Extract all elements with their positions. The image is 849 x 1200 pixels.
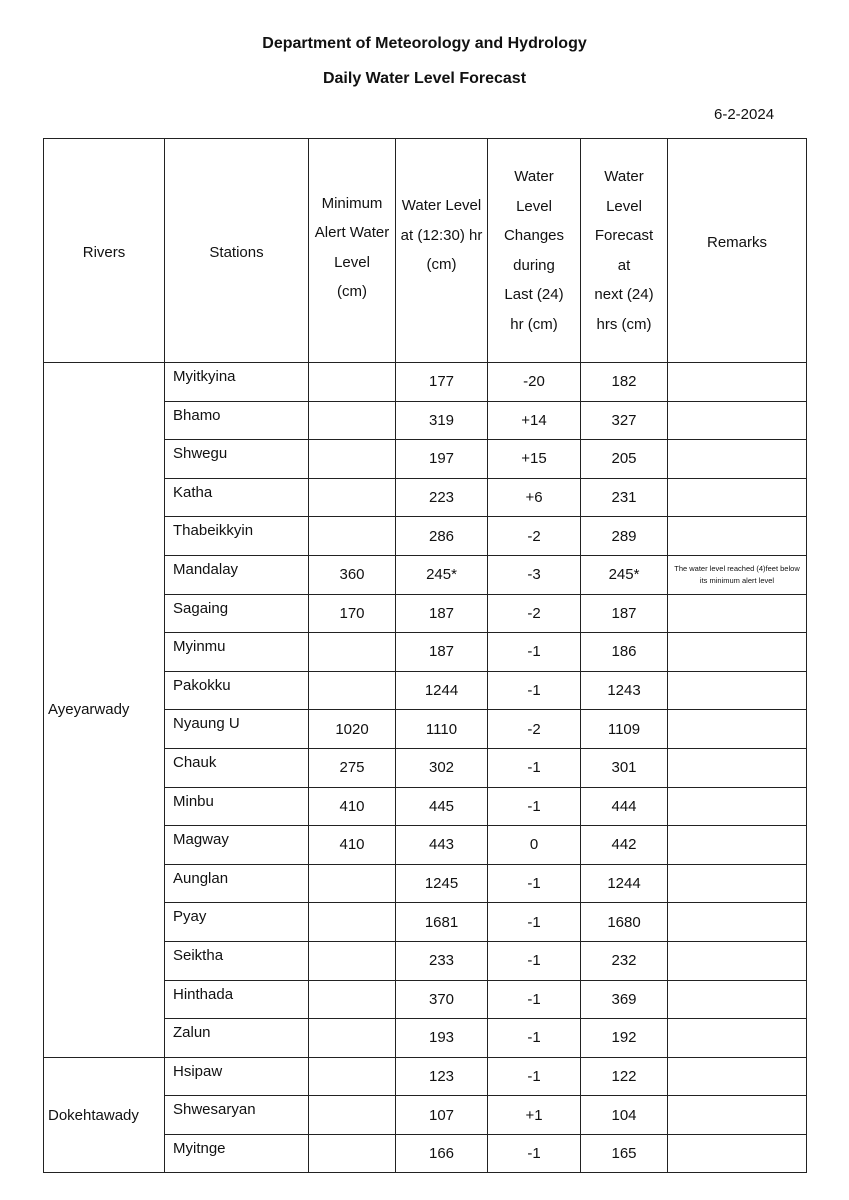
remark [668,440,807,479]
station-name: Hsipaw [165,1057,309,1096]
header-line: at [617,256,631,274]
level-change: -1 [488,980,581,1019]
station-name: Nyaung U [165,710,309,749]
water-level: 177 [396,363,488,402]
station-name: Thabeikkyin [165,517,309,556]
forecast-level: 1243 [581,671,668,710]
level-change: -1 [488,864,581,903]
level-change: -2 [488,710,581,749]
min-alert-level [309,980,396,1019]
min-alert-level [309,363,396,402]
remark [668,980,807,1019]
remark [668,633,807,672]
remark [668,1096,807,1135]
water-level: 1110 [396,710,488,749]
level-change: -1 [488,941,581,980]
header-line: Water [604,168,644,185]
forecast-level: 182 [581,363,668,402]
station-name: Hinthada [165,980,309,1019]
water-level: 370 [396,980,488,1019]
header-line: Water [514,168,554,185]
header-line: at (12:30) hr [400,226,483,244]
water-level: 302 [396,748,488,787]
water-level: 107 [396,1096,488,1135]
station-name: Chauk [165,748,309,787]
remark [668,787,807,826]
level-change: +1 [488,1096,581,1135]
water-level: 1244 [396,671,488,710]
level-change: 0 [488,826,581,865]
min-alert-level [309,1134,396,1173]
header-line: Water Level [401,197,482,215]
level-change: -20 [488,363,581,402]
remark [668,903,807,942]
level-change: +6 [488,478,581,517]
remark [668,594,807,633]
water-level: 166 [396,1134,488,1173]
water-level: 223 [396,478,488,517]
station-name: Katha [165,478,309,517]
forecast-level: 1109 [581,710,668,749]
level-change: -1 [488,1019,581,1058]
station-name: Pakokku [165,671,309,710]
header-line: hr (cm) [510,315,558,333]
min-alert-level [309,941,396,980]
station-name: Sagaing [165,594,309,633]
level-change: +15 [488,440,581,479]
min-alert-level [309,903,396,942]
remark [668,401,807,440]
station-name: Seiktha [165,941,309,980]
min-alert-level [309,517,396,556]
station-name: Magway [165,826,309,865]
water-level: 233 [396,941,488,980]
level-change: -1 [488,671,581,710]
remark [668,363,807,402]
water-level-table [43,138,807,1173]
col-header-remarks: Remarks [668,139,807,363]
station-name: Mandalay [165,555,309,594]
forecast-level: 1680 [581,903,668,942]
remark [668,1057,807,1096]
min-alert-level [309,1096,396,1135]
level-change: -2 [488,594,581,633]
department-title: Department of Meteorology and Hydrology [262,35,587,52]
station-name: Myitkyina [165,363,309,402]
remark [668,710,807,749]
min-alert-level: 1020 [309,710,396,749]
header-line: hrs (cm) [596,315,652,333]
remark [668,478,807,517]
min-alert-level [309,1057,396,1096]
level-change: -1 [488,787,581,826]
forecast-level: 301 [581,748,668,787]
water-level: 123 [396,1057,488,1096]
table-row [44,363,807,402]
station-name: Myinmu [165,633,309,672]
water-level: 193 [396,1019,488,1058]
min-alert-level [309,864,396,903]
level-change: -1 [488,903,581,942]
remark [668,826,807,865]
min-alert-level: 410 [309,826,396,865]
report-date: 6-2-2024 [714,106,775,123]
col-header-changes [488,139,581,363]
water-level: 1681 [396,903,488,942]
forecast-level: 187 [581,594,668,633]
water-level: 1245 [396,864,488,903]
forecast-level: 442 [581,826,668,865]
header-line: next (24) [594,286,654,303]
table-row [44,1057,807,1096]
forecast-level: 1244 [581,864,668,903]
station-name: Myitnge [165,1134,309,1173]
min-alert-level [309,440,396,479]
col-header-water-level [396,139,488,363]
water-level: 443 [396,826,488,865]
station-name: Bhamo [165,401,309,440]
forecast-level: 192 [581,1019,668,1058]
col-header-stations: Stations [165,139,309,363]
forecast-level: 232 [581,941,668,980]
header-line: Forecast [594,227,654,244]
min-alert-level: 170 [309,594,396,633]
col-header-forecast [581,139,668,363]
min-alert-level [309,671,396,710]
level-change: -1 [488,748,581,787]
min-alert-level [309,478,396,517]
remark [668,517,807,556]
min-alert-level [309,1019,396,1058]
forecast-level: 205 [581,440,668,479]
forecast-level: 245* [581,555,668,594]
water-level: 187 [396,594,488,633]
header-line: Level [334,253,370,271]
remark [668,1134,807,1173]
remark: The water level reached (4)feet below its minimum alert level [668,555,807,594]
water-level: 286 [396,517,488,556]
min-alert-level: 410 [309,787,396,826]
header-line: Minimum [321,194,383,212]
forecast-level: 444 [581,787,668,826]
col-header-min-alert [309,139,396,363]
water-level: 197 [396,440,488,479]
header-line: Last (24) [504,286,564,303]
header-line: during [513,256,555,274]
header-line: (cm) [426,256,457,274]
min-alert-level [309,401,396,440]
forecast-level: 104 [581,1096,668,1135]
remark [668,671,807,710]
col-header-rivers: Rivers [44,139,165,363]
water-level: 445 [396,787,488,826]
min-alert-level [309,633,396,672]
header-line: Changes [503,227,565,244]
water-level: 245* [396,555,488,594]
forecast-level: 327 [581,401,668,440]
forecast-level: 122 [581,1057,668,1096]
page-title: Daily Water Level Forecast [322,70,527,87]
header-line: Alert Water [314,224,390,241]
station-name: Minbu [165,787,309,826]
forecast-level: 186 [581,633,668,672]
forecast-level: 165 [581,1134,668,1173]
level-change: -1 [488,1057,581,1096]
station-name: Shwegu [165,440,309,479]
header-line: (cm) [337,283,367,300]
min-alert-level: 360 [309,555,396,594]
remark [668,941,807,980]
remark [668,748,807,787]
station-name: Pyay [165,903,309,942]
header-row [44,139,807,363]
forecast-level: 289 [581,517,668,556]
level-change: -3 [488,555,581,594]
river-name: Ayeyarwady [44,363,165,1058]
station-name: Shwesaryan [165,1096,309,1135]
level-change: -1 [488,1134,581,1173]
forecast-level: 231 [581,478,668,517]
header-line: Level [606,197,642,215]
remark [668,1019,807,1058]
station-name: Aunglan [165,864,309,903]
header-line: Level [516,197,552,215]
water-level: 187 [396,633,488,672]
station-name: Zalun [165,1019,309,1058]
water-level: 319 [396,401,488,440]
remark [668,864,807,903]
level-change: -1 [488,633,581,672]
forecast-level: 369 [581,980,668,1019]
level-change: +14 [488,401,581,440]
level-change: -2 [488,517,581,556]
min-alert-level: 275 [309,748,396,787]
river-name: Dokehtawady [44,1057,165,1173]
